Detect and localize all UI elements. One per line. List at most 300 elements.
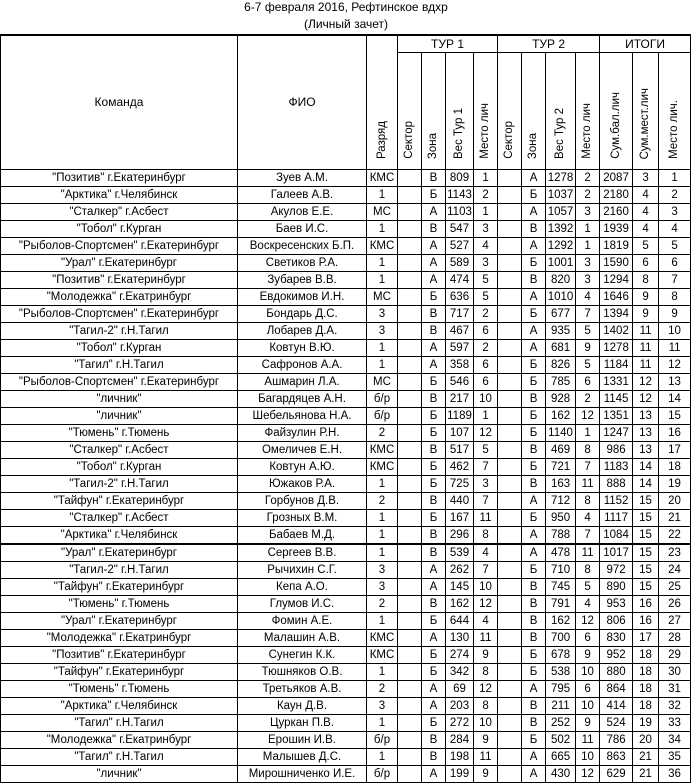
cell-weight2: 721 bbox=[546, 459, 576, 476]
cell-weight2: 681 bbox=[546, 340, 576, 357]
tour2-header: ТУР 2 bbox=[498, 35, 600, 53]
cell-zone1: В bbox=[422, 391, 446, 408]
cell-sum-points: 830 bbox=[600, 630, 633, 647]
cell-team: "Тайфун" г.Екатеринбург bbox=[1, 664, 238, 681]
col-sector2-header: Сектор bbox=[498, 53, 522, 170]
cell-sum-places: 5 bbox=[633, 238, 659, 255]
table-row bbox=[1, 306, 691, 323]
cell-name: Бондарь Д.С. bbox=[238, 306, 367, 323]
cell-team: "Тайфун" г.Екатеринбург bbox=[1, 579, 238, 596]
cell-sector1 bbox=[398, 170, 422, 187]
col-weight1-header: Вес Тур 1 bbox=[446, 53, 474, 170]
table-row bbox=[1, 664, 691, 681]
cell-sum-points: 2160 bbox=[600, 204, 633, 221]
cell-name: Кепа А.О. bbox=[238, 579, 367, 596]
cell-zone2: Б bbox=[522, 732, 546, 749]
col-name-header: ФИО bbox=[238, 35, 367, 170]
cell-rank: 3 bbox=[367, 323, 398, 340]
cell-team: "Урал" г.Екатеринбург bbox=[1, 255, 238, 272]
cell-zone1: В bbox=[422, 442, 446, 459]
cell-final-place: 24 bbox=[659, 562, 691, 579]
cell-weight2: 1140 bbox=[546, 425, 576, 442]
cell-sector2 bbox=[498, 630, 522, 647]
cell-name: Шебельянова Н.А. bbox=[238, 408, 367, 425]
cell-sum-points: 2180 bbox=[600, 187, 633, 204]
cell-sum-places: 11 bbox=[633, 340, 659, 357]
cell-zone2: В bbox=[522, 715, 546, 732]
table-row bbox=[1, 391, 691, 408]
cell-name: Омеличев Е.Н. bbox=[238, 442, 367, 459]
cell-sum-points: 1351 bbox=[600, 408, 633, 425]
cell-final-place: 26 bbox=[659, 596, 691, 613]
cell-weight1: 199 bbox=[446, 766, 474, 783]
cell-weight2: 788 bbox=[546, 527, 576, 545]
cell-rank: 1 bbox=[367, 613, 398, 630]
cell-weight2: 1292 bbox=[546, 238, 576, 255]
cell-place1: 4 bbox=[474, 544, 498, 562]
cell-weight1: 107 bbox=[446, 425, 474, 442]
cell-zone2: В bbox=[522, 698, 546, 715]
cell-weight2: 1010 bbox=[546, 289, 576, 306]
cell-sector2 bbox=[498, 510, 522, 527]
cell-sector1 bbox=[398, 272, 422, 289]
cell-weight1: 644 bbox=[446, 613, 474, 630]
cell-place2: 6 bbox=[576, 630, 600, 647]
cell-zone1: В bbox=[422, 527, 446, 545]
cell-sector2 bbox=[498, 442, 522, 459]
cell-sector1 bbox=[398, 255, 422, 272]
cell-team: "Рыболов-Спортсмен" г.Екатеринбург bbox=[1, 374, 238, 391]
cell-name: Багардяцев А.Н. bbox=[238, 391, 367, 408]
cell-weight2: 928 bbox=[546, 391, 576, 408]
cell-place2: 9 bbox=[576, 715, 600, 732]
cell-zone1: Б bbox=[422, 459, 446, 476]
cell-sum-points: 1939 bbox=[600, 221, 633, 238]
cell-sum-places: 12 bbox=[633, 391, 659, 408]
cell-weight2: 1278 bbox=[546, 170, 576, 187]
cell-zone1: Б bbox=[422, 187, 446, 204]
cell-zone2: Б bbox=[522, 306, 546, 323]
cell-place1: 11 bbox=[474, 749, 498, 766]
cell-sum-places: 15 bbox=[633, 493, 659, 510]
cell-place1: 10 bbox=[474, 579, 498, 596]
cell-name: Зуев А.М. bbox=[238, 170, 367, 187]
cell-zone1: В bbox=[422, 306, 446, 323]
cell-sum-places: 11 bbox=[633, 357, 659, 374]
cell-name: Сунегин К.К. bbox=[238, 647, 367, 664]
cell-final-place: 21 bbox=[659, 510, 691, 527]
cell-rank: б/р bbox=[367, 391, 398, 408]
cell-zone2: Б bbox=[522, 425, 546, 442]
cell-team: "Сталкер" г.Асбест bbox=[1, 204, 238, 221]
cell-sector1 bbox=[398, 340, 422, 357]
cell-place1: 4 bbox=[474, 238, 498, 255]
cell-sector1 bbox=[398, 442, 422, 459]
cell-rank: 2 bbox=[367, 681, 398, 698]
cell-sector1 bbox=[398, 647, 422, 664]
tour1-header: ТУР 1 bbox=[398, 35, 498, 53]
cell-place1: 10 bbox=[474, 391, 498, 408]
cell-sum-points: 890 bbox=[600, 579, 633, 596]
cell-sector1 bbox=[398, 613, 422, 630]
cell-rank: 1 bbox=[367, 664, 398, 681]
cell-place1: 12 bbox=[474, 425, 498, 442]
cell-place2: 4 bbox=[576, 510, 600, 527]
cell-final-place: 18 bbox=[659, 459, 691, 476]
cell-sum-places: 15 bbox=[633, 544, 659, 562]
cell-sector1 bbox=[398, 238, 422, 255]
cell-name: Тюшняков О.В. bbox=[238, 664, 367, 681]
cell-place2: 6 bbox=[576, 681, 600, 698]
cell-place1: 4 bbox=[474, 613, 498, 630]
cell-place1: 2 bbox=[474, 306, 498, 323]
cell-weight2: 502 bbox=[546, 732, 576, 749]
cell-zone2: А bbox=[522, 289, 546, 306]
cell-sector2 bbox=[498, 272, 522, 289]
cell-final-place: 1 bbox=[659, 170, 691, 187]
cell-sum-places: 4 bbox=[633, 187, 659, 204]
table-row bbox=[1, 579, 691, 596]
cell-sum-points: 2087 bbox=[600, 170, 633, 187]
cell-place2: 2 bbox=[576, 391, 600, 408]
col-final-place-header: Место лич. bbox=[659, 53, 691, 170]
cell-sector2 bbox=[498, 493, 522, 510]
col-sector1-header: Сектор bbox=[398, 53, 422, 170]
cell-zone1: Б bbox=[422, 664, 446, 681]
cell-team: "Тагил" г.Н.Тагил bbox=[1, 357, 238, 374]
cell-place2: 3 bbox=[576, 204, 600, 221]
cell-final-place: 10 bbox=[659, 323, 691, 340]
cell-team: "Арктика" г.Челябинск bbox=[1, 527, 238, 545]
cell-name: Рычихин С.Г. bbox=[238, 562, 367, 579]
cell-sector2 bbox=[498, 255, 522, 272]
cell-sum-points: 1331 bbox=[600, 374, 633, 391]
col-weight2-header: Вес Тур 2 bbox=[546, 53, 576, 170]
cell-sector1 bbox=[398, 766, 422, 783]
cell-team: "личник" bbox=[1, 408, 238, 425]
cell-final-place: 20 bbox=[659, 493, 691, 510]
cell-place1: 3 bbox=[474, 476, 498, 493]
cell-zone2: В bbox=[522, 272, 546, 289]
cell-weight1: 358 bbox=[446, 357, 474, 374]
cell-name: Светиков Р.А. bbox=[238, 255, 367, 272]
cell-sum-points: 524 bbox=[600, 715, 633, 732]
cell-final-place: 6 bbox=[659, 255, 691, 272]
cell-zone2: А bbox=[522, 238, 546, 255]
cell-sum-places: 4 bbox=[633, 221, 659, 238]
cell-zone2: Б bbox=[522, 647, 546, 664]
cell-place1: 8 bbox=[474, 698, 498, 715]
cell-sum-points: 888 bbox=[600, 476, 633, 493]
cell-final-place: 29 bbox=[659, 647, 691, 664]
cell-place2: 8 bbox=[576, 493, 600, 510]
cell-final-place: 13 bbox=[659, 374, 691, 391]
cell-weight2: 430 bbox=[546, 766, 576, 783]
cell-final-place: 7 bbox=[659, 272, 691, 289]
cell-final-place: 31 bbox=[659, 681, 691, 698]
cell-final-place: 17 bbox=[659, 442, 691, 459]
cell-final-place: 8 bbox=[659, 289, 691, 306]
cell-team: "Арктика" г.Челябинск bbox=[1, 187, 238, 204]
cell-sum-places: 14 bbox=[633, 476, 659, 493]
cell-place2: 12 bbox=[576, 766, 600, 783]
cell-rank: КМС bbox=[367, 647, 398, 664]
cell-sum-points: 1394 bbox=[600, 306, 633, 323]
cell-place1: 5 bbox=[474, 442, 498, 459]
cell-weight1: 162 bbox=[446, 596, 474, 613]
cell-final-place: 33 bbox=[659, 715, 691, 732]
col-zone1-header: Зона bbox=[422, 53, 446, 170]
cell-sector2 bbox=[498, 579, 522, 596]
cell-rank: 1 bbox=[367, 749, 398, 766]
cell-zone2: В bbox=[522, 613, 546, 630]
results-table bbox=[0, 34, 691, 783]
cell-sector2 bbox=[498, 664, 522, 681]
cell-rank: 3 bbox=[367, 306, 398, 323]
cell-rank: КМС bbox=[367, 442, 398, 459]
cell-zone2: А bbox=[522, 340, 546, 357]
table-row bbox=[1, 647, 691, 664]
cell-sector2 bbox=[498, 698, 522, 715]
cell-zone2: А bbox=[522, 204, 546, 221]
cell-name: Третьяков А.В. bbox=[238, 681, 367, 698]
cell-weight1: 296 bbox=[446, 527, 474, 545]
cell-place2: 7 bbox=[576, 459, 600, 476]
cell-weight1: 717 bbox=[446, 306, 474, 323]
cell-zone2: В bbox=[522, 630, 546, 647]
cell-team: "Тюмень" г.Тюмень bbox=[1, 596, 238, 613]
cell-place1: 9 bbox=[474, 732, 498, 749]
cell-sum-points: 629 bbox=[600, 766, 633, 783]
cell-sector2 bbox=[498, 187, 522, 204]
cell-place1: 10 bbox=[474, 715, 498, 732]
table-row bbox=[1, 766, 691, 783]
cell-weight1: 636 bbox=[446, 289, 474, 306]
cell-team: "Тагил-2" г.Н.Тагил bbox=[1, 562, 238, 579]
cell-sector1 bbox=[398, 732, 422, 749]
cell-zone2: В bbox=[522, 596, 546, 613]
cell-rank: 2 bbox=[367, 596, 398, 613]
cell-name: Акулов Е.Е. bbox=[238, 204, 367, 221]
results-body bbox=[1, 170, 691, 783]
cell-final-place: 5 bbox=[659, 238, 691, 255]
cell-final-place: 35 bbox=[659, 749, 691, 766]
cell-sector1 bbox=[398, 527, 422, 545]
cell-sum-places: 17 bbox=[633, 630, 659, 647]
cell-team: "Тайфун" г.Екатеринбург bbox=[1, 493, 238, 510]
cell-sum-places: 13 bbox=[633, 408, 659, 425]
cell-sector1 bbox=[398, 579, 422, 596]
cell-place1: 9 bbox=[474, 647, 498, 664]
cell-place2: 10 bbox=[576, 698, 600, 715]
cell-weight1: 474 bbox=[446, 272, 474, 289]
cell-name: Баев И.С. bbox=[238, 221, 367, 238]
cell-zone1: А bbox=[422, 698, 446, 715]
cell-sum-places: 9 bbox=[633, 306, 659, 323]
cell-team: "личник" bbox=[1, 766, 238, 783]
cell-sector1 bbox=[398, 374, 422, 391]
cell-place1: 5 bbox=[474, 272, 498, 289]
cell-place1: 6 bbox=[474, 374, 498, 391]
cell-rank: 1 bbox=[367, 544, 398, 562]
cell-final-place: 15 bbox=[659, 408, 691, 425]
cell-weight1: 725 bbox=[446, 476, 474, 493]
cell-team: "Тагил" г.Н.Тагил bbox=[1, 715, 238, 732]
cell-weight1: 547 bbox=[446, 221, 474, 238]
cell-place1: 3 bbox=[474, 255, 498, 272]
cell-sector1 bbox=[398, 493, 422, 510]
cell-rank: 1 bbox=[367, 272, 398, 289]
cell-sector1 bbox=[398, 357, 422, 374]
cell-place1: 9 bbox=[474, 766, 498, 783]
cell-weight1: 462 bbox=[446, 459, 474, 476]
cell-sum-points: 1183 bbox=[600, 459, 633, 476]
cell-weight2: 478 bbox=[546, 544, 576, 562]
cell-final-place: 16 bbox=[659, 425, 691, 442]
cell-sum-points: 1017 bbox=[600, 544, 633, 562]
cell-sector1 bbox=[398, 289, 422, 306]
cell-zone1: А bbox=[422, 204, 446, 221]
cell-team: "Позитив" г.Екатеринбург bbox=[1, 647, 238, 664]
cell-weight1: 272 bbox=[446, 715, 474, 732]
cell-zone2: В bbox=[522, 442, 546, 459]
cell-final-place: 27 bbox=[659, 613, 691, 630]
cell-sector2 bbox=[498, 527, 522, 545]
cell-team: "Тобол" г.Курган bbox=[1, 459, 238, 476]
cell-zone2: А bbox=[522, 766, 546, 783]
cell-weight2: 1001 bbox=[546, 255, 576, 272]
cell-zone2: А bbox=[522, 323, 546, 340]
cell-place1: 3 bbox=[474, 221, 498, 238]
col-rank-header: Разряд bbox=[367, 35, 398, 170]
cell-rank: 1 bbox=[367, 527, 398, 545]
cell-place1: 12 bbox=[474, 681, 498, 698]
cell-weight1: 440 bbox=[446, 493, 474, 510]
table-row bbox=[1, 613, 691, 630]
cell-sector1 bbox=[398, 187, 422, 204]
cell-name: Бабаев М.Д. bbox=[238, 527, 367, 545]
cell-sector1 bbox=[398, 425, 422, 442]
table-row bbox=[1, 442, 691, 459]
cell-zone2: Б bbox=[522, 664, 546, 681]
cell-weight2: 826 bbox=[546, 357, 576, 374]
cell-zone2: А bbox=[522, 681, 546, 698]
cell-weight2: 678 bbox=[546, 647, 576, 664]
cell-sum-points: 1590 bbox=[600, 255, 633, 272]
cell-name: Каун Д.В. bbox=[238, 698, 367, 715]
cell-sum-places: 15 bbox=[633, 562, 659, 579]
cell-rank: б/р bbox=[367, 408, 398, 425]
cell-place2: 11 bbox=[576, 732, 600, 749]
cell-zone1: В bbox=[422, 323, 446, 340]
cell-place1: 2 bbox=[474, 340, 498, 357]
cell-zone2: Б bbox=[522, 187, 546, 204]
cell-final-place: 14 bbox=[659, 391, 691, 408]
cell-zone1: В bbox=[422, 596, 446, 613]
cell-rank: КМС bbox=[367, 238, 398, 255]
cell-place1: 12 bbox=[474, 596, 498, 613]
table-row bbox=[1, 204, 691, 221]
cell-team: "Сталкер" г.Асбест bbox=[1, 510, 238, 527]
cell-sector1 bbox=[398, 476, 422, 493]
cell-zone1: Б bbox=[422, 715, 446, 732]
cell-sector1 bbox=[398, 749, 422, 766]
cell-sum-points: 972 bbox=[600, 562, 633, 579]
cell-weight2: 785 bbox=[546, 374, 576, 391]
cell-weight2: 700 bbox=[546, 630, 576, 647]
cell-final-place: 19 bbox=[659, 476, 691, 493]
cell-place1: 11 bbox=[474, 630, 498, 647]
cell-zone1: А bbox=[422, 357, 446, 374]
cell-place1: 8 bbox=[474, 664, 498, 681]
cell-place1: 7 bbox=[474, 562, 498, 579]
cell-weight2: 162 bbox=[546, 408, 576, 425]
cell-rank: 1 bbox=[367, 340, 398, 357]
cell-zone2: Б bbox=[522, 562, 546, 579]
cell-sum-places: 4 bbox=[633, 204, 659, 221]
cell-place2: 9 bbox=[576, 340, 600, 357]
cell-rank: 3 bbox=[367, 579, 398, 596]
cell-zone2: В bbox=[522, 221, 546, 238]
cell-weight1: 597 bbox=[446, 340, 474, 357]
cell-sum-points: 1152 bbox=[600, 493, 633, 510]
cell-zone1: А bbox=[422, 681, 446, 698]
cell-sum-points: 863 bbox=[600, 749, 633, 766]
cell-weight2: 791 bbox=[546, 596, 576, 613]
cell-weight1: 262 bbox=[446, 562, 474, 579]
cell-sum-points: 1084 bbox=[600, 527, 633, 545]
cell-weight2: 163 bbox=[546, 476, 576, 493]
cell-sector1 bbox=[398, 681, 422, 698]
cell-weight2: 665 bbox=[546, 749, 576, 766]
table-row bbox=[1, 732, 691, 749]
cell-sum-places: 3 bbox=[633, 170, 659, 187]
cell-sector2 bbox=[498, 170, 522, 187]
cell-sum-places: 11 bbox=[633, 323, 659, 340]
cell-weight1: 203 bbox=[446, 698, 474, 715]
cell-name: Файзулин Р.Н. bbox=[238, 425, 367, 442]
cell-sector1 bbox=[398, 204, 422, 221]
cell-place2: 2 bbox=[576, 187, 600, 204]
cell-team: "Тобол" г.Курган bbox=[1, 221, 238, 238]
cell-final-place: 25 bbox=[659, 579, 691, 596]
table-row bbox=[1, 238, 691, 255]
cell-place2: 11 bbox=[576, 544, 600, 562]
cell-final-place: 34 bbox=[659, 732, 691, 749]
cell-final-place: 22 bbox=[659, 527, 691, 545]
col-place1-header: Место лич bbox=[474, 53, 498, 170]
cell-zone1: А bbox=[422, 766, 446, 783]
cell-sector2 bbox=[498, 766, 522, 783]
cell-zone2: А bbox=[522, 527, 546, 545]
cell-place1: 7 bbox=[474, 493, 498, 510]
cell-team: "Урал" г.Екатеринбург bbox=[1, 544, 238, 562]
cell-name: Южаков Р.А. bbox=[238, 476, 367, 493]
cell-weight2: 820 bbox=[546, 272, 576, 289]
cell-sum-points: 1247 bbox=[600, 425, 633, 442]
cell-place2: 7 bbox=[576, 306, 600, 323]
cell-rank: МС bbox=[367, 289, 398, 306]
cell-zone1: Б bbox=[422, 510, 446, 527]
cell-sector2 bbox=[498, 408, 522, 425]
cell-rank: 3 bbox=[367, 562, 398, 579]
cell-weight1: 198 bbox=[446, 749, 474, 766]
cell-weight1: 546 bbox=[446, 374, 474, 391]
table-row bbox=[1, 681, 691, 698]
cell-sector1 bbox=[398, 544, 422, 562]
cell-zone1: Б bbox=[422, 647, 446, 664]
totals-header: ИТОГИ bbox=[600, 35, 691, 53]
